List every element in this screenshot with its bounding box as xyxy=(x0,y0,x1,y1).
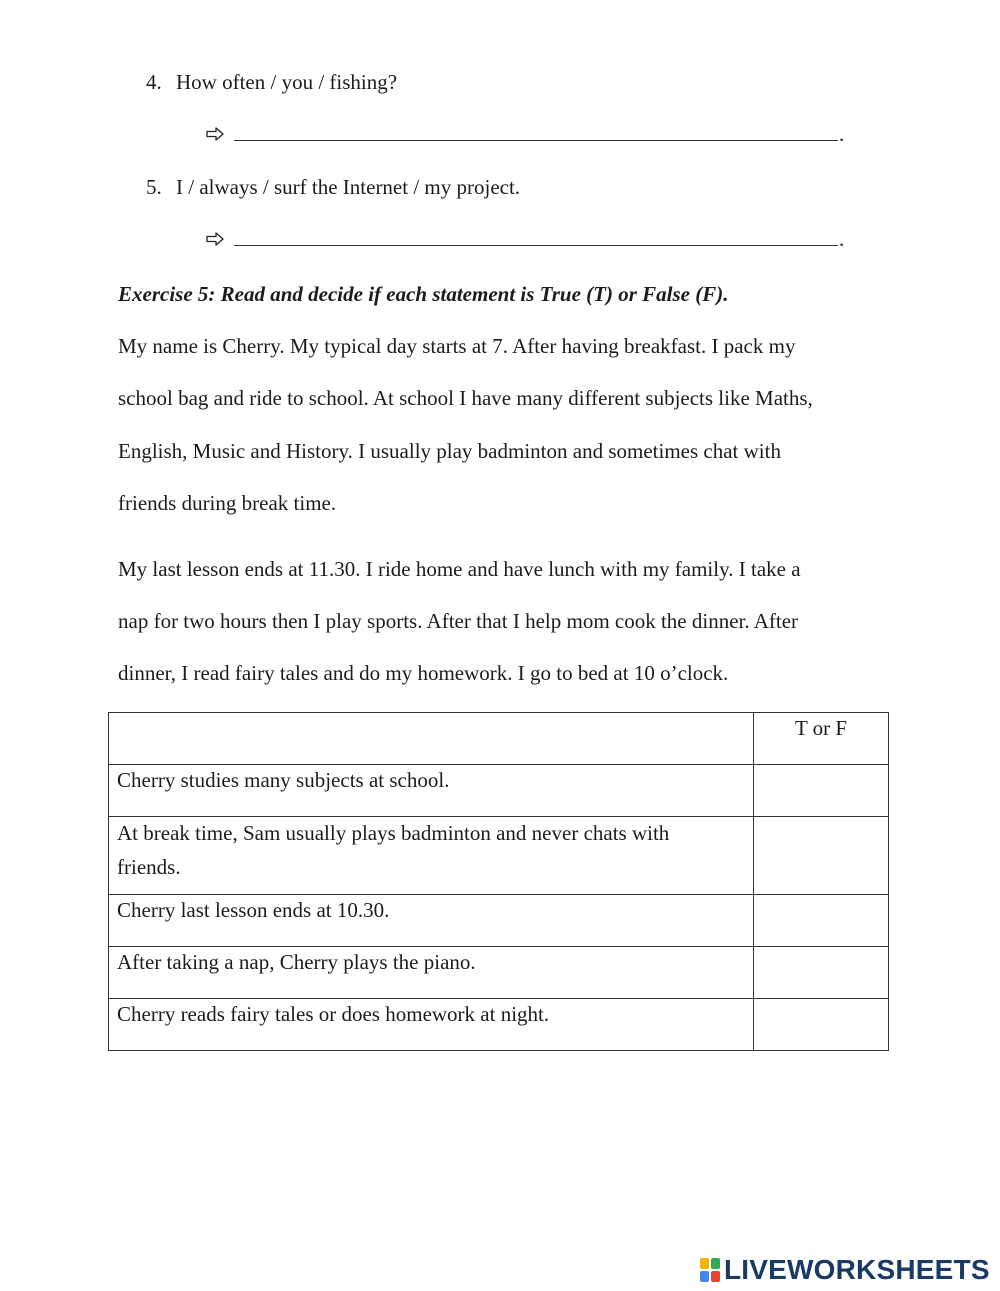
header-answer-cell xyxy=(754,713,889,765)
statement-text: Cherry studies many subjects at school. xyxy=(117,768,450,792)
paragraph-line: friends during break time. xyxy=(118,491,337,515)
brand-text: LIVEWORKSHEETS xyxy=(724,1254,990,1285)
paragraph-line: English, Music and History. I usually play badminton and sometimes chat with xyxy=(118,439,781,463)
statement-cell xyxy=(109,999,754,1051)
question-number: 5. xyxy=(146,175,162,199)
statement-cell xyxy=(109,817,754,895)
logo-square xyxy=(700,1271,709,1282)
answer-cell[interactable] xyxy=(754,817,889,895)
paragraph-line: dinner, I read fairy tales and do my homework. I go to bed at 10 o’clock. xyxy=(118,661,729,685)
statement-text-line: At break time, Sam usually plays badminton and never chats with xyxy=(117,821,670,845)
statement-text: Cherry reads fairy tales or does homework at night. xyxy=(117,1002,550,1026)
question-4 xyxy=(146,70,397,95)
statement-cell xyxy=(109,947,754,999)
statement-text-line: friends. xyxy=(117,855,181,879)
statement-text: After taking a nap, Cherry plays the piano. xyxy=(117,950,476,974)
answer-cell[interactable] xyxy=(754,765,889,817)
answer-period: . xyxy=(839,122,845,146)
statement-cell xyxy=(109,765,754,817)
table-row xyxy=(109,817,889,895)
statement-text: Cherry last lesson ends at 10.30. xyxy=(117,898,390,922)
header-statement-cell xyxy=(109,713,754,765)
answer-period: . xyxy=(839,227,845,251)
paragraph-line: school bag and ride to school. At school I have many different subjects like Maths, xyxy=(118,386,813,410)
question-number: 4. xyxy=(146,70,162,94)
liveworksheets-brand xyxy=(699,1254,990,1286)
answer-row-5 xyxy=(206,229,844,250)
table-header-row xyxy=(109,713,889,765)
paragraph-line: My name is Cherry. My typical day starts at 7. After having breakfast. I pack my xyxy=(118,334,796,358)
logo-square xyxy=(711,1258,720,1269)
answer-cell[interactable] xyxy=(754,895,889,947)
answer-cell[interactable] xyxy=(754,999,889,1051)
table-row xyxy=(109,947,889,999)
table-row xyxy=(109,999,889,1051)
table-row xyxy=(109,895,889,947)
arrow-right-icon xyxy=(206,127,224,141)
question-text: I / always / surf the Internet / my project. xyxy=(176,175,521,199)
question-5 xyxy=(146,175,520,200)
paragraph-line: My last lesson ends at 11.30. I ride home and have lunch with my family. I take a xyxy=(118,557,801,581)
question-text: How often / you / fishing? xyxy=(176,70,398,94)
table-row xyxy=(109,765,889,817)
answer-blank-4[interactable] xyxy=(234,126,838,141)
exercise-heading: Exercise 5: Read and decide if each statement is True (T) or False (F). xyxy=(118,282,729,306)
liveworksheets-logo-icon xyxy=(699,1257,721,1283)
paragraph-line: nap for two hours then I play sports. After that I help mom cook the dinner. After xyxy=(118,609,799,633)
answer-cell[interactable] xyxy=(754,947,889,999)
arrow-right-icon xyxy=(206,232,224,246)
true-false-table xyxy=(108,712,889,1051)
header-label: T or F xyxy=(794,716,848,740)
statement-cell xyxy=(109,895,754,947)
logo-square xyxy=(700,1258,709,1269)
answer-row-4 xyxy=(206,124,844,145)
answer-blank-5[interactable] xyxy=(234,231,838,246)
logo-square xyxy=(711,1271,720,1282)
